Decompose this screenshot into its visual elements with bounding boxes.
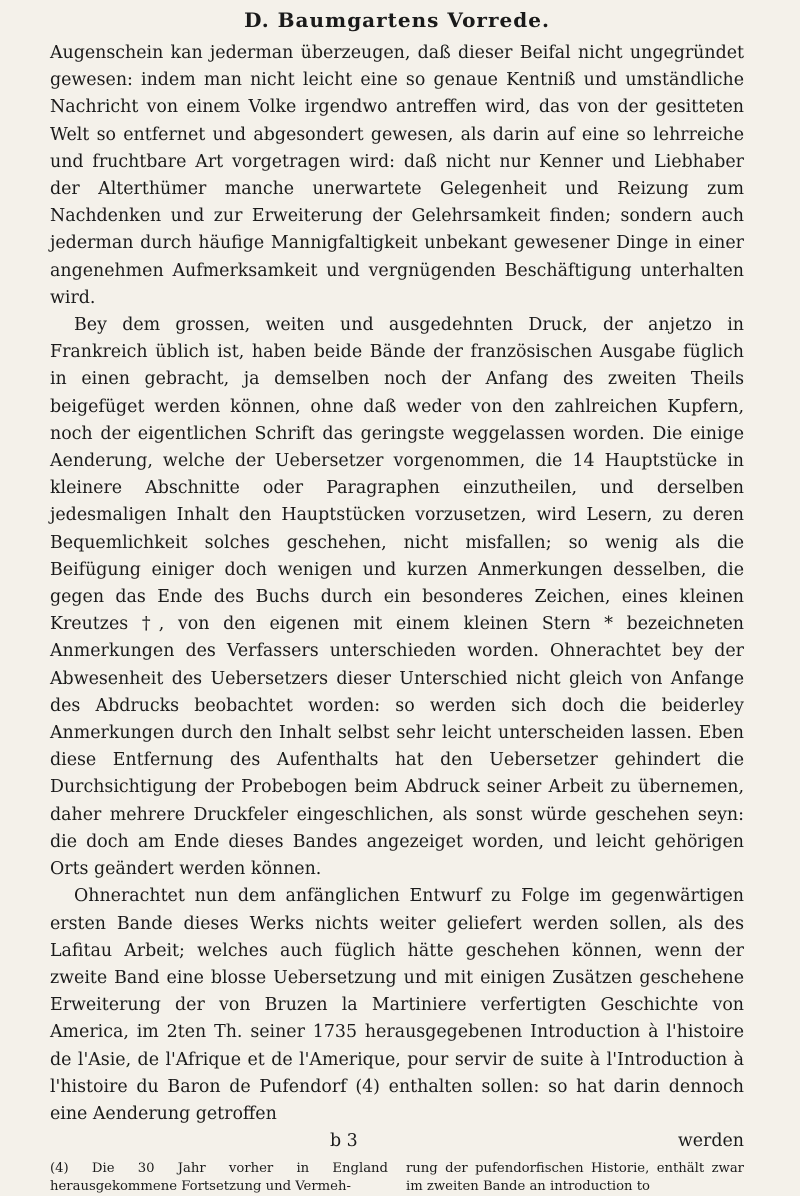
footnote-right: rung der pufendorfischen Historie, enthält zwar im zweiten Bande an introduction to bbox=[406, 1161, 744, 1195]
footnote bbox=[50, 1160, 744, 1196]
paragraph-2: Bey dem grossen, weiten und ausgedehnten Druck, der anjetzo in Frankreich üblich ist, haben beide Bände der französischen Ausgabe füglich in einen gebracht, ja demselben noch der Anfang des zweiten Theils beigefüget werden können, ohne daß weder von den zahlreichen Kupfern, noch der eigentlichen Schrift das geringste weggelassen worden. Die einige Aenderung, welche der Uebersetzer vorgenommen, die 14 Hauptstücke in kleinere Abschnitte oder Paragraphen einzutheilen, und derselben jedesmaligen Inhalt den Hauptstücken vorzusetzen, wird Lesern, zu deren Bequemlichkeit solches geschehen, nicht misfallen; so wenig als die Beifügung einiger doch wenigen und kurzen Anmerkungen desselben, die gegen das Ende des Buchs durch ein besonderes Zeichen, eines kleinen Kreutzes †, von den eigenen mit einem kleinen Stern * bezeichneten Anmerkungen des Verfassers unterschieden worden. Ohnerachtet bey der Abwesenheit des Uebersetzers dieser Unterschied nicht gleich von Anfange des Abdrucks beobachtet worden: so werden sich doch die beiderley Anmerkungen durch den Inhalt selbst sehr leicht unterscheiden lassen. Eben diese Entfernung des Aufenthalts hat den Uebersetzer gehindert die Durchsichtigung der Probebogen beim Abdruck seiner Arbeit zu übernemen, daher mehrere Druckfeler eingeschlichen, als sonst würde geschehen seyn: die doch am Ende dieses Bandes angezeiget worden, und leicht gehörigen Orts geändert werden können. bbox=[50, 315, 744, 880]
running-head: D. Baumgartens Vorrede. bbox=[244, 8, 550, 32]
paragraph-3: Ohnerachtet nun dem anfänglichen Entwurf zu Folge im gegenwärtigen ersten Bande dieses Werks nichts weiter geliefert werden sollen, als des Lafitau Arbeit; welches auch füglich hätte geschehen können, wenn der zweite Band eine blosse Uebersetzung und mit einigen Zusätzen geschehene Erweiterung der von Bruzen la Martiniere verfertigten Geschichte von America, im 2ten Th. seiner 1735 herausgegebenen Introduction à l'histoire de l'Asie, de l'Afrique et de l'Amerique, pour servir de suite à l'Introduction à l'histoire du Baron de Pufendorf (4) enthalten sollen: so hat darin dennoch eine Aenderung getroffen bbox=[50, 886, 744, 1124]
catchword: werden bbox=[677, 1131, 744, 1152]
signature-mark: b 3 bbox=[330, 1131, 358, 1152]
footnote-left: (4) Die 30 Jahr vorher in England herausgekommene Fortsetzung und Vermeh- bbox=[50, 1161, 388, 1195]
body-text bbox=[50, 40, 744, 1128]
paragraph-1: Augenschein kan jederman überzeugen, daß dieser Beifal nicht ungegründet gewesen: indem man nicht leicht eine so genaue Kentniß und umständliche Nachricht von einem Volke irgendwo antreffen wird, das von der gesitteten Welt so entfernet und abgesondert gewesen, als darin auf eine so lehrreiche und fruchtbare Art vorgetragen wird: daß nicht nur Kenner und Liebhaber der Alterthümer manche unerwartete Gelegenheit und Reizung zum Nachdenken und zur Erweiterung der Gelehrsamkeit finden; sondern auch jederman durch häufige Mannigfaltigkeit unbekant gewesener Dinge in einer angenehmen Aufmerksamkeit und vergnügenden Beschäftigung unterhalten wird. bbox=[50, 43, 744, 308]
signature-line bbox=[50, 1128, 744, 1154]
